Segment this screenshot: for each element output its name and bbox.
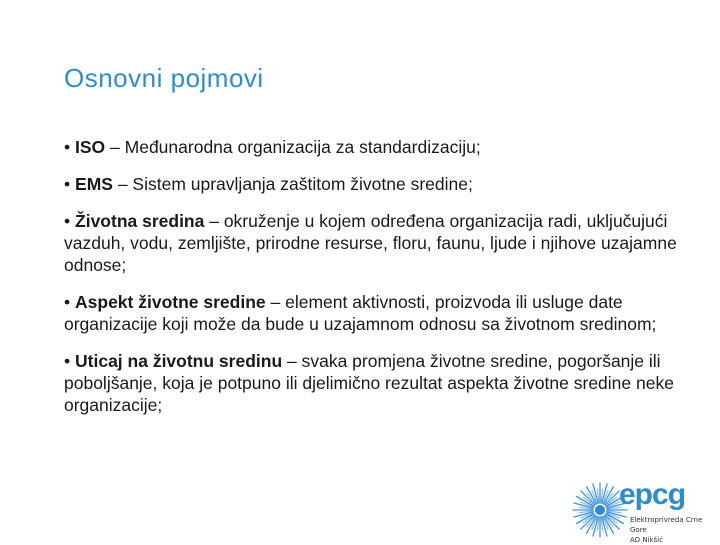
bullet-list [64,136,704,416]
separator: – [282,351,302,371]
bullet-dot: • [64,292,71,312]
bullet-dot: • [64,137,71,157]
term: Uticaj na životnu sredinu [75,351,283,371]
epcg-logo [570,478,720,544]
separator: – [204,211,224,231]
separator: – [105,137,125,157]
bullet-dot: • [64,351,71,371]
bullet-dot: • [64,174,71,194]
list-item [64,350,704,416]
logo-subtitle-line1: Elektroprivreda Crne Gore [630,516,703,534]
list-item [64,173,704,195]
bullet-dot: • [64,211,71,231]
separator: – [112,174,133,194]
definition: svaka promjena životne sredine, pogoršanje ili poboljšanje, koja je potpuno ili djelimično rezultat aspekta životne sredine neke organizacije; [64,351,674,415]
slide-title: Osnovni pojmovi [64,63,264,93]
logo-subtitle-line2: AD Nikšić [630,536,664,544]
definition: element aktivnosti, proizvoda ili usluge date organizacije koji može da bude u uzajamnom odnosu sa životnom sredinom; [64,292,657,334]
list-item [64,291,704,335]
term: ISO [75,137,106,157]
definition: Međunarodna organizacija za standardizaciju; [124,137,481,157]
logo-wordmark: epcg [619,478,686,511]
definition: okruženje u kojem određena organizacija radi, uključujući vazduh, vodu, zemljište, prirodne resurse, floru, faunu, ljude i njihove uzajamne odnose; [64,211,677,275]
list-item [64,210,704,276]
logo-subtitle [630,515,720,545]
term: EMS [75,174,113,194]
term: Aspekt životne sredine [75,292,266,312]
definition: Sistem upravljanja zaštitom životne sredine; [132,174,473,194]
separator: – [265,292,286,312]
term: Životna sredina [75,211,205,231]
list-item [64,136,704,158]
